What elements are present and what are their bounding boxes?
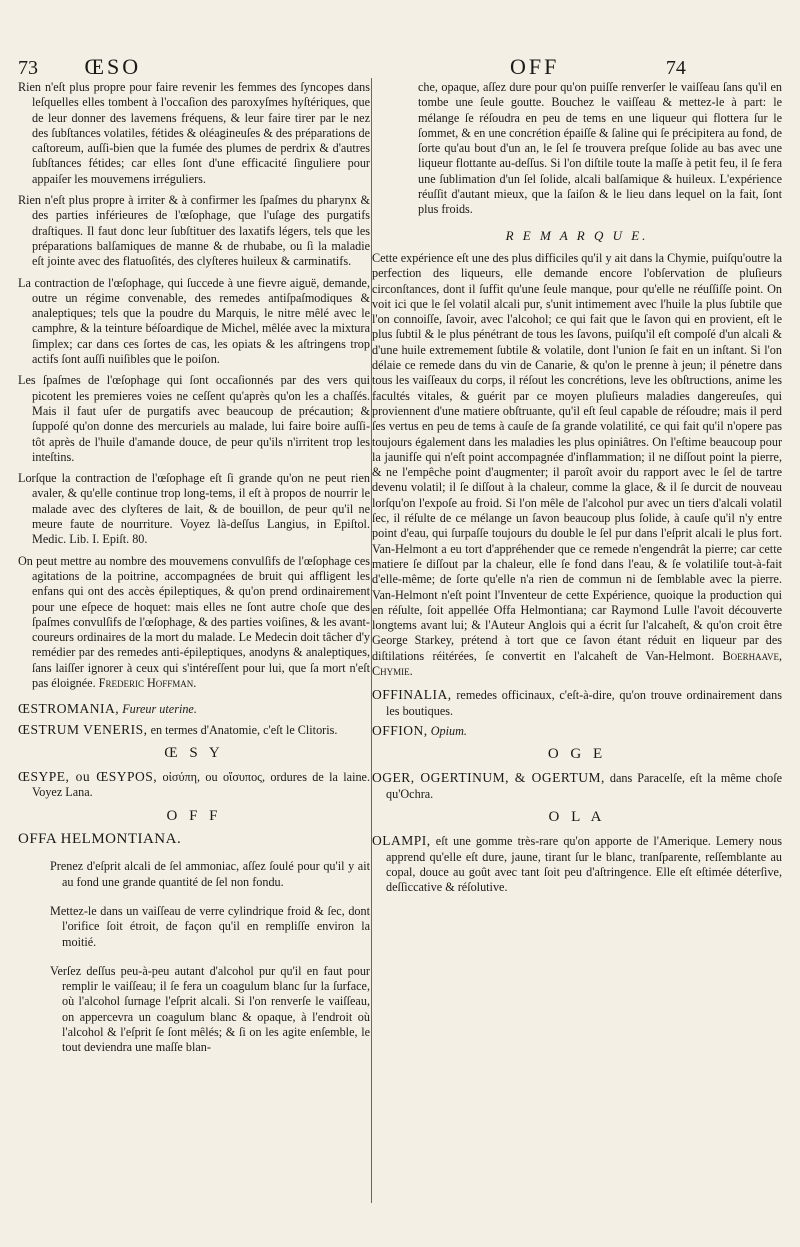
paragraph-text: Cette expérience eſt une des plus difficiles qu'il y ait dans la Chymie, puiſqu'outre la perfection des liqueurs, elle demande encore l'obſervation de pluſieurs circonſtances, dont il ſuffit qu'une ſeule manque, pour qu'elle ne réuſſiſſe point. On voit ici que le ſel volatil alcali pur, s'unit intimement avec l'huile la plus ſubtile que l'on connoiſſe, ſavoir, avec l'alcohol; ce qui fait que le ſavon qui en provient, eſt le plus ſubtil & le plus pénétrant de tous les ſavons, puiſqu'il eſt compoſé d'un alcali & d'une huile extremement ſubtile & volatile, dont l'union ſe fait en un inſtant. Si l'on délaie ce remede dans du vin de Canarie, & qu'on le prenne à jeun; il pénetre dans tous les vaiſſeaux du corps, il réſout les concrétions, leve les obſtructions, anime les facultés vitales, & guérit par ce moyen pluſieurs maladies dangereuſes, qui proviennent d'une matiere obſtruante, qu'il eſt ſeul capable de réſoudre; mais il perd ſes vertus en peu de tems à cauſe de ſa grande volatilité, ce qui fait qu'il n'opere pas toujours également dans les maladies les plus opiniâtres. On l'eſtime beaucoup pour la jaunifſe qui n'eſt point accompagnée d'inflammation; il ne diſſout point la pierre, & ne l'empêche point d'augmenter; il paroît avoir du rapport avec le ſel de tartre devenu volatil; il ſe diſſout à la chaleur, comme la glace, & il ſe durcit de nouveau lorſqu'on l'expoſe au froid. Si l'on mêle de l'alcohol pur avec un tiers d'alcali volatil ſec, il réſulte de ce mélange un ſavon beaucoup plus ſolide, à cauſe qu'il n'y entre point d'eau, qui ſurpaſſe toujours du double le ſel pur dans l'eſprit alcali le plus fort. Van-Helmont a eu tort d'appréhender que ce remede n'engendrât la pierre; car cette matiere ſe diſſout par la chaleur, elle ſe fond dans l'eau, & ſe volatiliſe tout-à-fait d'elle-même; de ſorte qu'elle n'a rien de commun ni de ſemblable avec la pierre. Van-Helmont n'eſt point l'Inventeur de cette Expérience, quoique la production qui en réſulte, ſoit appellée Offa Helmontiana; car Raymond Lulle l'avoit découverte longtems avant lui; & l'Auteur Anglois qui a écrit ſur l'alcaheſt, & qu'on croit être George Starkey, prétend à tort que ce ſavon étant réduit en liqueur par des diſtilations réitérées, ſe convertit en l'alcaheſt de Van-Helmont. <box>372 250 782 663</box>
dictionary-entry <box>18 701 370 717</box>
left-column <box>18 80 370 1070</box>
paragraph-text: On peut mettre au nombre des mouvemens convulſifs de l'œſophage ces agitations de la poitrine, accompagnées de bruit qui affligent les enfans qui ont des accès épileptiques, & qu'on prend ordinairement pour une eſpece de hoquet: mais elles ne ſont autre choſe que des ſpaſmes convulſifs de l'œſophage, & des parties voiſines, & les avant-coureurs ordinaires de la mort du malade. Le Medecin doit tâcher d'y remédier par des remedes anti-épileptiques, anodyns & analeptiques, ſans laiſſer ignorer à ceux qui s'intéreſſent pour lui, que ſa mort n'eſt pas éloignée. <box>18 553 370 690</box>
header-left <box>18 54 141 80</box>
paragraph: Lorſque la contraction de l'œſophage eſt ſi grande qu'on ne peut rien avaler, & qu'elle continue trop long-tems, il eſt à propos de nourrir le malade avec des clyſteres de lait, & de bouillon, de peur qu'il ne meure faute de nourriture. Voyez là-deſſus Langius, in Epiſtol. Medic. Lib. I. Epiſt. 80. <box>18 471 370 547</box>
section-heading: O F F <box>166 807 222 824</box>
section-heading: O L A <box>548 809 606 826</box>
recipe-step: Prenez d'eſprit alcali de ſel ammoniac, aſſez ſoulé pour qu'il y ait au fond une grande quantité de ſel non fondu. <box>50 859 370 889</box>
entry-text: en termes d'Anatomie, c'eſt le Clitoris. <box>150 722 338 737</box>
header-right <box>510 54 686 80</box>
section-heading: O G E <box>547 746 607 763</box>
dictionary-entry <box>18 722 370 738</box>
running-head-left: ŒSO <box>84 54 142 79</box>
entry-text: οἰσύπη, ou οἴσυπος, ordures de la laine. Voyez Lana. <box>32 770 371 800</box>
section-heading: Œ S Y <box>164 744 224 761</box>
dictionary-entry <box>372 770 782 802</box>
entry-headword: OFFION, <box>372 722 428 738</box>
paragraph: Les ſpaſmes de l'œſophage qui ſont occaſionnés par des vers qui picotent les premieres voies ne ceſſent qu'après qu'on les a chaſſés. Mais il faut uſer de purgatifs avec beaucoup de précaution; & ſuppoſé qu'on donne des mercuriels au malade, lui faire boire auſſi-tôt après de l'huile d'amande douce, de peur qu'ils n'irritent trop les inteſtins. <box>18 373 370 464</box>
entry-headword: OGER, OGERTINUM, & OGERTUM, <box>372 770 605 786</box>
paragraph: Rien n'eſt plus propre pour faire revenir les femmes des ſyncopes dans leſquelles elles tombent à l'occaſion des paroxyſmes hyſtériques, que de leur donner des lavemens fréquens, & leur faire tirer par le nez des ſubſtances volatiles, fétides & oléagineuſes & des préparations de caſtoreum, auſſi-bien que la fumée des plumes de perdrix & d'autres ſubſtances fétides; car elles ſont d'une efficacité ſinguliere pour appaiſer les mouvemens irréguliers. <box>18 80 370 186</box>
entry-text: remedes officinaux, c'eſt-à-dire, qu'on trouve ordinairement dans les boutiques. <box>386 688 782 718</box>
author-signature: Frederic Hoffman. <box>98 675 197 690</box>
dictionary-entry <box>372 833 782 895</box>
entry-text: eſt une gomme très-rare qu'on apporte de l'Amerique. Lemery nous apprend qu'elle eſt dure, jaune, tirant ſur le blanc, tranſparente, reſſemblante au copal, douce au goût avec tant ſoit peu d'aſtringence. Elle eſt eſtimée déterſive, deſſiccative & réſolutive. <box>386 834 783 895</box>
recipe-step: Mettez-le dans un vaiſſeau de verre cylindrique froid & ſec, dont l'orifice ſoit étroit, de façon qu'il en rempliſſe environ la moitié. <box>50 903 370 949</box>
dictionary-entry <box>372 723 782 739</box>
right-column <box>372 80 782 900</box>
entry-headword: OFFA HELMONTIANA. <box>18 831 182 848</box>
author-signature: Boerhaave, Chymie. <box>372 648 783 678</box>
page-number-left: 73 <box>18 57 38 79</box>
paragraph: La contraction de l'œſophage, qui ſuccede à une fievre aiguë, demande, outre un régime convenable, des remedes antiſpaſmodiques & analeptiques; tels que la poudre du Marquis, le nitre mêlé avec le camphre, & la teinture béſoardique de Michel, mêlée avec la mixtura ſimplex; car dans ces ſortes de cas, les opiats & les aſtringens trop actifs ſont auſſi nuiſibles que le poiſon. <box>18 275 370 367</box>
entry-text: dans Paracelſe, eſt la même choſe qu'Ochra. <box>386 771 782 801</box>
running-head-right: OFF <box>510 54 560 79</box>
entry-headword: ŒSTRUM VENERIS, <box>18 721 148 737</box>
dictionary-entry <box>18 769 370 801</box>
paragraph: che, opaque, aſſez dure pour qu'on puiſſe renverſer le vaiſſeau ſans qu'il en tombe une ſeule goutte. Bouchez le vaiſſeau & mettez-le à part: le mélange ſe réſoudra en peu de tems en une liqueur qui flottera ſur le ſommet, & en une concrétion épaiſſe & ſaline qui ſe précipitera au fond, de ſorte qu'au bout d'un an, le ſel ſe trouvera preſque ſolide au bas avec une liqueur flottante au-deſſus. Si l'on diſtile toute la maſſe à petit feu, il ſe fera une ſublimation d'un ſel ſolide, alcali balſamique & huileux. L'expérience réuſſit d'autant mieux, que la ſaiſon & le lieu dans lequel on la fait, ſont plus froids. <box>418 80 782 217</box>
page-number-right: 74 <box>665 57 686 79</box>
dictionary-entry <box>372 687 782 719</box>
paragraph: Rien n'eſt plus propre à irriter & à confirmer les ſpaſmes du pharynx & des parties inférieures de l'œſophage, que l'uſage des purgatifs draſtiques. Il faut donc leur ſubſtituer des laxatifs légers, tels que les préparations balſamiques de manne & de rhubabe, ou ſi la maladie eſt jointe avec des flatuoſités, des clyſteres huileux & carminatifs. <box>18 193 370 269</box>
paragraph <box>372 251 782 679</box>
entry-headword: OLAMPI, <box>372 833 431 849</box>
paragraph <box>18 554 370 692</box>
recipe-step: Verſez deſſus peu-à-peu autant d'alcohol pur qu'il en faut pour remplir le vaiſſeau; il ſe fera un coagulum blanc ſur la ſurface, où l'alcohol ſurnage l'eſprit alcali. Si l'on renverſe le vaiſſeau, on appercevra un coagulum blanc & opaque, à l'endroit où l'alcohol & l'eſprit ſe ſont mêlés; & ſi on les agite enſemble, le tout deviendra une maſſe blan- <box>50 963 370 1055</box>
entry-headword: ŒSYPE, ou ŒSYPOS, <box>18 769 158 785</box>
remark-heading: R E M A R Q U E. <box>505 227 649 243</box>
entry-headword: ŒSTROMANIA, <box>18 701 120 717</box>
entry-text: Fureur uterine. <box>122 702 197 717</box>
entry-headword: OFFINALIA, <box>372 687 452 703</box>
entry-text: Opium. <box>430 723 467 738</box>
